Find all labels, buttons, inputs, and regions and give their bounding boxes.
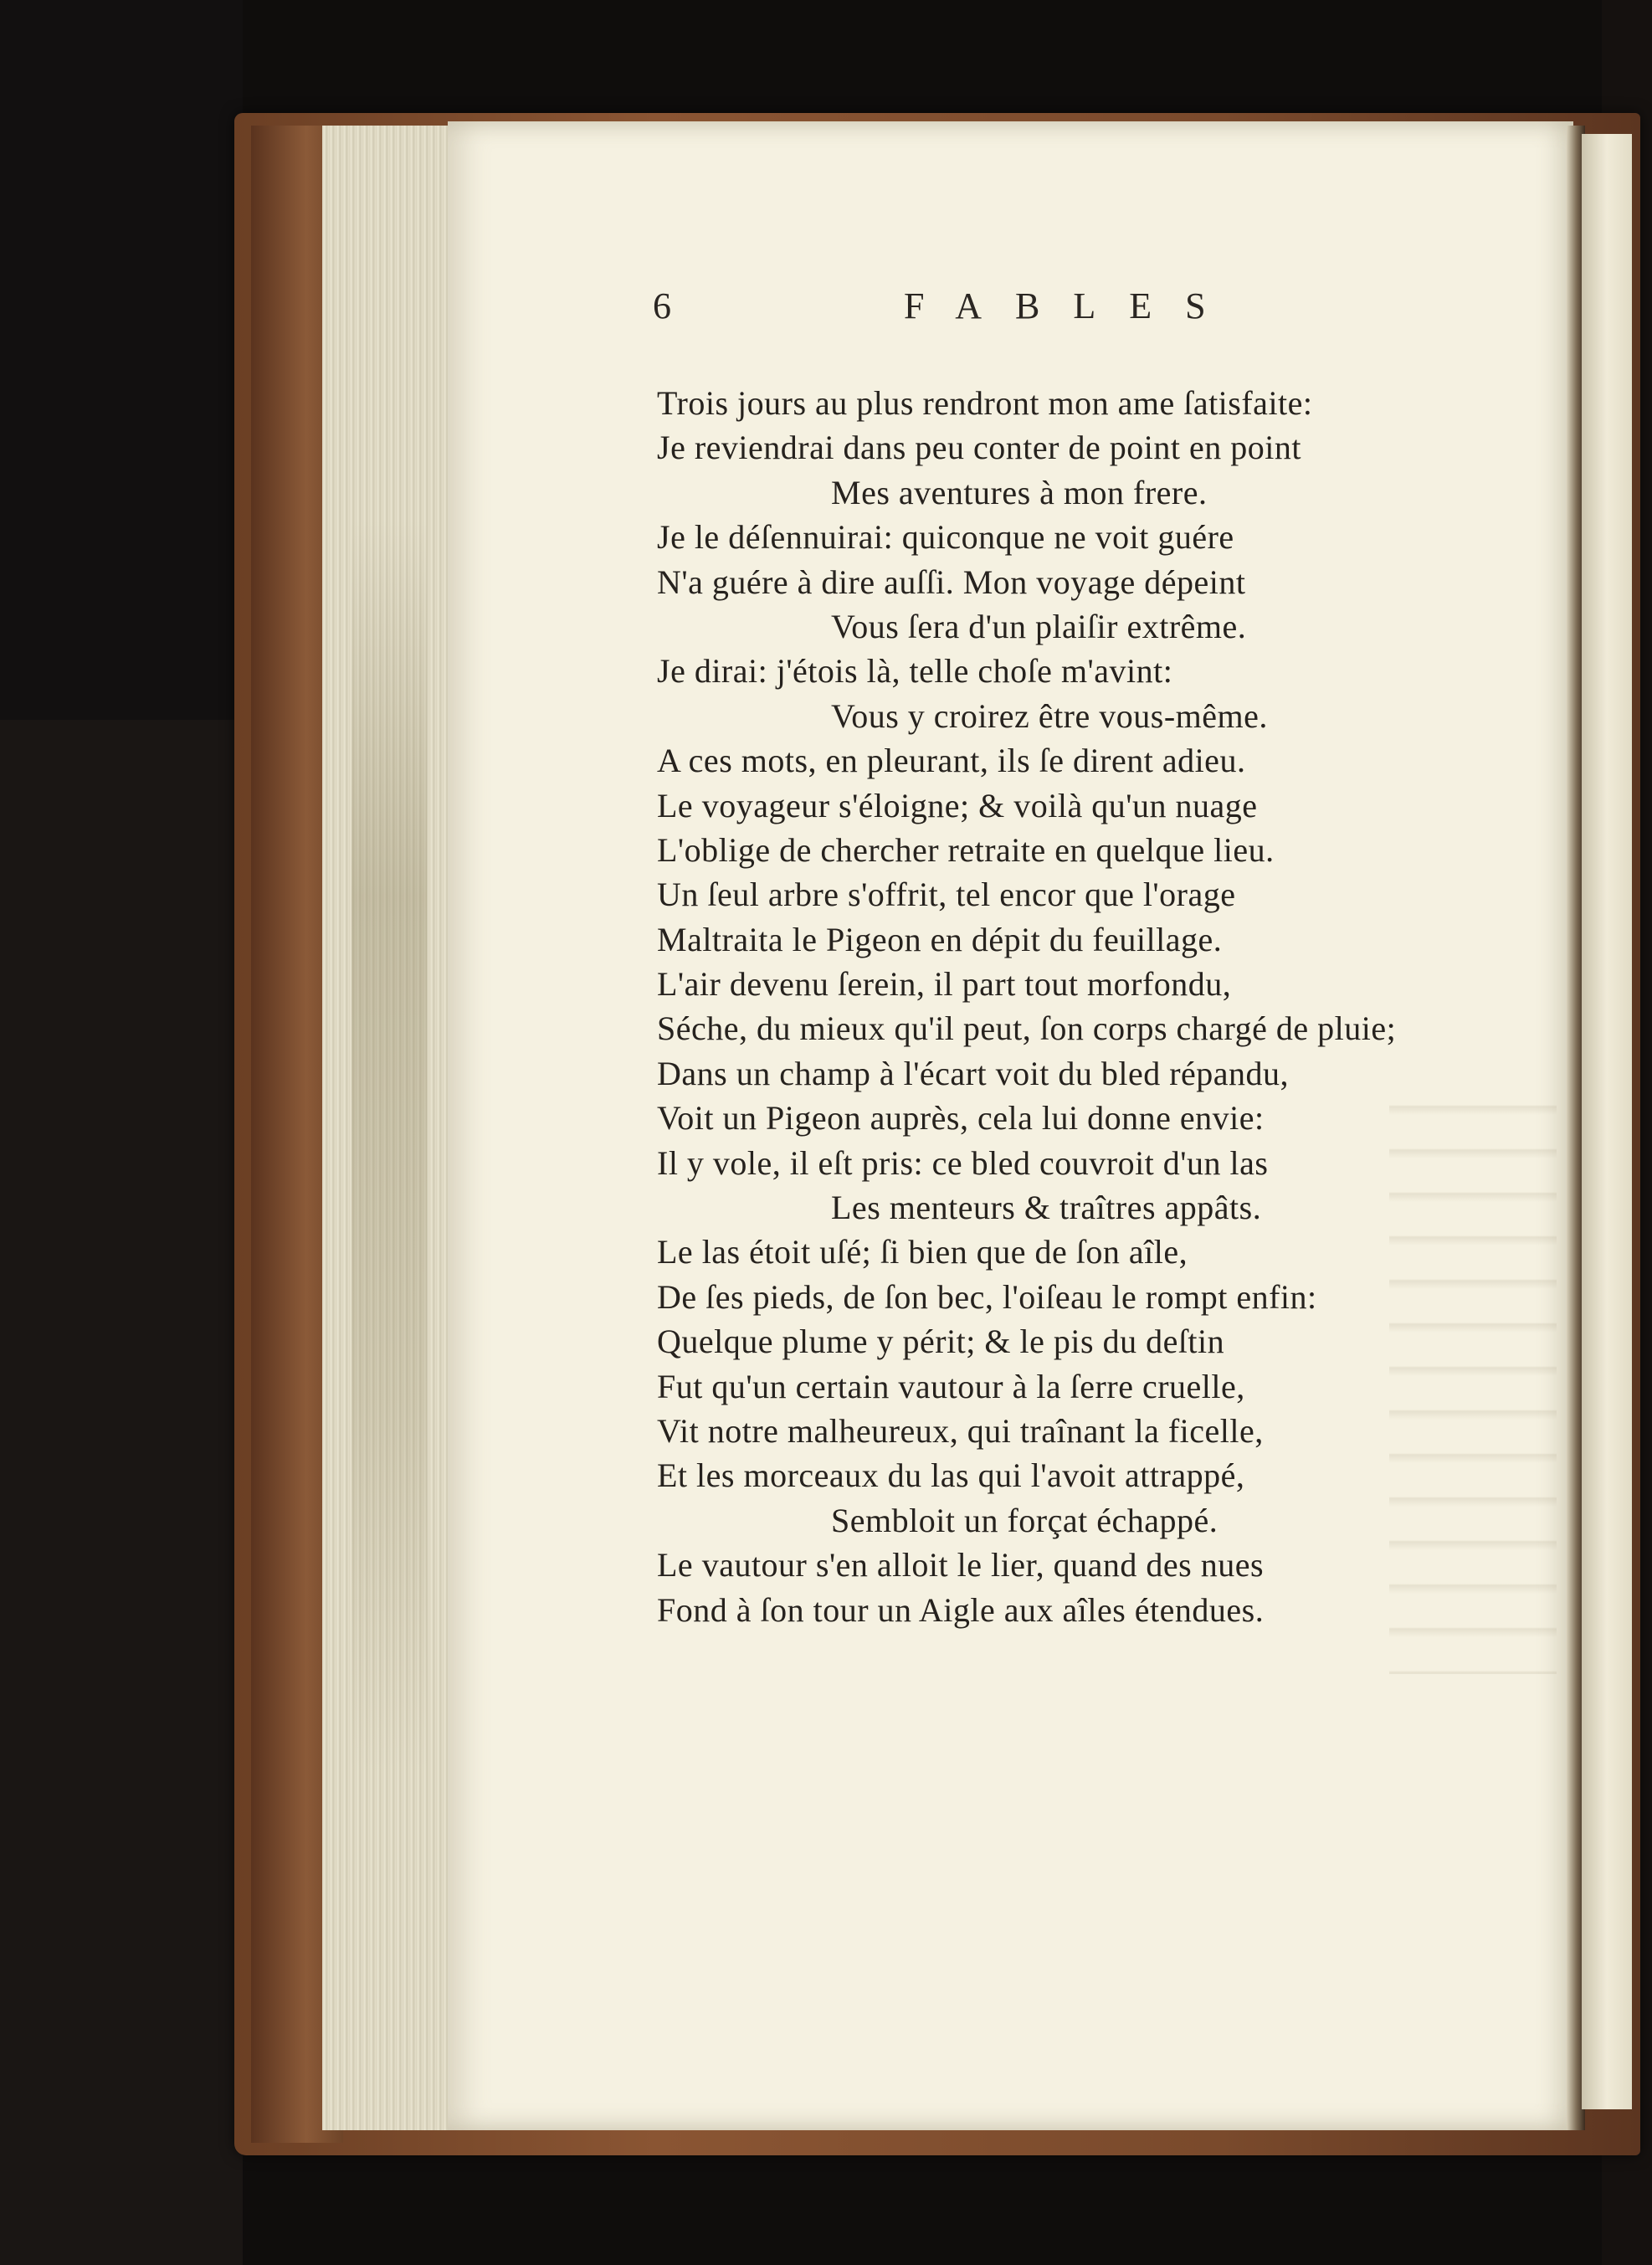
verse-line: Le voyageur s'éloigne; & voilà qu'un nuage	[657, 786, 1258, 824]
verse-line: Les menteurs & traîtres appâts.	[831, 1189, 1262, 1227]
verse-line: Dans un champ à l'écart voit du bled répandu,	[657, 1054, 1290, 1092]
verse-line: L'oblige de chercher retraite en quelque lieu.	[657, 830, 1275, 869]
verse-line: Voit un Pigeon auprès, cela lui donne envie:	[657, 1099, 1265, 1138]
verse-line: A ces mots, en pleurant, ils ſe dirent adieu.	[657, 742, 1246, 780]
verse-line: Et les morceaux du las qui l'avoit attrappé,	[657, 1456, 1245, 1495]
verse-line: Il y vole, il eſt pris: ce bled couvroit d'un las	[657, 1143, 1269, 1182]
poem-text	[657, 381, 1511, 1632]
running-head	[653, 285, 1406, 352]
verse-line: N'a guére à dire auſſi. Mon voyage dépeint	[657, 562, 1246, 601]
verse-line: Un ſeul arbre s'offrit, tel encor que l'orage	[657, 876, 1236, 914]
verse-line: Je le déſennuirai: quiconque ne voit guére	[657, 518, 1234, 557]
page-number: 6	[653, 285, 671, 326]
verse-line: L'air devenu ſerein, il part tout morfondu,	[657, 965, 1232, 1004]
verse-line: Fut qu'un certain vautour à la ſerre cruelle,	[657, 1367, 1245, 1405]
verse-line: Fond à ſon tour un Aigle aux aîles étendues.	[657, 1590, 1265, 1629]
verse-line: Je dirai: j'étois là, telle choſe m'avint:	[657, 652, 1173, 691]
running-title: FABLES	[904, 285, 1239, 326]
page-edges-stain	[351, 519, 427, 1775]
verse-line: Mes aventures à mon frere.	[831, 473, 1208, 511]
facing-page-edge	[1582, 134, 1632, 2109]
verse-line: Trois jours au plus rendront mon ame ſatisfaite:	[657, 384, 1313, 422]
verse-line: Maltraita le Pigeon en dépit du feuillage.	[657, 920, 1223, 958]
verse-line: Quelque plume y périt; & le pis du deſtin	[657, 1323, 1225, 1361]
verse-line: Vous y croirez être vous-même.	[831, 696, 1268, 735]
verse-line: De ſes pieds, de ſon bec, l'oiſeau le rompt enfin:	[657, 1277, 1317, 1316]
verse-line: Vit notre malheureux, qui traînant la ficelle,	[657, 1411, 1264, 1450]
verse-line: Sembloit un forçat échappé.	[831, 1501, 1218, 1539]
verse-line: Je reviendrai dans peu conter de point en point	[657, 429, 1301, 467]
background-lower-left	[0, 720, 243, 2265]
verse-line: Le vautour s'en alloit le lier, quand des nues	[657, 1546, 1265, 1584]
verse-line: Le las étoit uſé; ſi bien que de ſon aîle,	[657, 1233, 1188, 1271]
verse-line: Vous ſera d'un plaiſir extrême.	[831, 607, 1247, 645]
verse-line: Séche, du mieux qu'il peut, ſon corps chargé de pluie;	[657, 1009, 1397, 1048]
